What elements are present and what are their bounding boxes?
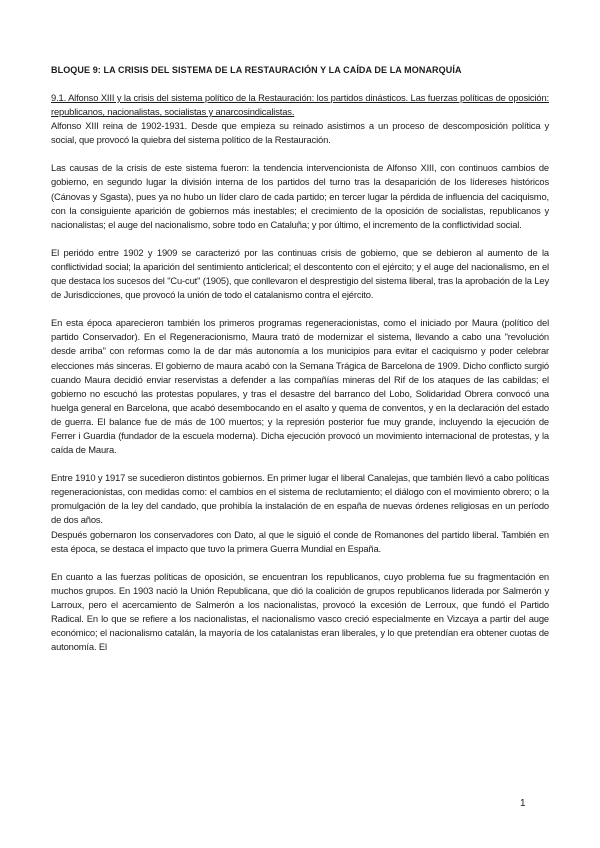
paragraph-maura: En esta época aparecieron también los primeros programas regeneracionistas, como el iniciado por Maura (político del partido Conservador). En el Regeneracionismo, Maura trató de modernizar el sistema, llevando a cabo una "revolución desde arriba" con reformas como la de dar más autonomía a los municipios para evitar el caciquismo y poder celebrar elecciones más sinceras. El gobierno de maura acabó con la Semana Trágica de Barcelona de 1909. Dicho conflicto surgió cuando Maura decidió enviar reservistas a defender a las compañías mineras del Rif de los ataques de las cabildas; el gobierno no escuchó las protestas populares, y tras el desastre del barranco del Lobo, Solidaridad Obrera convocó una huelga general en Barcelona, que acabó desembocando en el asalto y quema de conventos, y en la declaración del estado de guerra. El balance fue de más de 100 muertos; y la represión posterior fue muy grande, incluyendo la ejecución de Ferrer i Guardia (fundador de la escuela moderna). Dicha ejecución provocó un movimiento internacional de protestas, y la caída de Maura. xyxy=(51,317,549,456)
bloque-title: BLOQUE 9: LA CRISIS DEL SISTEMA DE LA RESTAURACIÓN Y LA CAÍDA DE LA MONARQUÍA xyxy=(51,65,462,75)
paragraph-opposition: En cuanto a las fuerzas políticas de oposición, se encuentran los republicanos, cuyo problema fue su fragmentación en muchos grupos. En 1903 nació la Unión Republicana, que dió la coalición de grupos republicanos liderada por Salmerón y Larroux, pero el acercamiento de Salmerón a los nacionalistas, provocó la excesión de Lerroux, que fundó el Partido Radical. En lo que se refiere a los nacionalistas, el nacionalismo vasco creció especialmente en Vizcaya a partir del auge económico; el nacionalismo catalán, la mayoría de los catalanistas eran liberales, y lo que pretendían era obtener cuotas de autonomía. El xyxy=(51,570,549,653)
page-number: 1 xyxy=(520,798,526,809)
paragraph-intro: Alfonso XIII reina de 1902-1931. Desde que empieza su reinado asistimos a un proceso de descomposición política y social, que provocó la quiebra del sistema político de la Restauración. xyxy=(51,120,549,146)
paragraph-causes: Las causas de la crisis de este sistema fueron: la tendencia intervencionista de Alfonso XIII, con continuos cambios de gobierno, en segundo lugar la división interna de los partidos del turno tras la desaparición de los lídereses históricos (Cánovas y Sgasta), pues ya no hubo un líder claro de cada partido; en tercer lugar la pérdida de influencia del caciquismo, con la consiguiente aparición de gobiernos más inestables; el crecimiento de la oposición de socialistas, republicanos y nacionalistas; el auge del nacionalismo, sobre todo en Cataluña; y por último, el incremento de la conflictividad social. xyxy=(51,162,549,230)
section-heading: 9.1. Alfonso XIII y la crisis del sistema político de la Restauración: los partidos dinásticos. Las fuerzas políticas de oposición: republicanos, nacionalistas, socialistas y anarcosindicalistas. xyxy=(51,92,549,118)
paragraph-1910-1917: Entre 1910 y 1917 se sucedieron distintos gobiernos. En primer lugar el liberal Canalejas, que también llevó a cabo políticas regeneracionistas, con medidas como: el cambios en el sistema de reclutamiento; el diálogo con el movimiento obrero; o la promulgación de la ley del candado, que prohibía la instalación de en españa de nuevas órdenes religiosas en un período de dos años. xyxy=(51,472,549,526)
paragraph-1902-1909: El periódo entre 1902 y 1909 se caracterizó por las continuas crisis de gobierno, que se debieron al aumento de la conflictividad social; la aparición del sentimiento anticlerical; el descontento con el ejército; y el auge del nacionalismo, en el que destaca los sucesos del "Cu-cut" (1905), que conllevaron el desprestigio del sistema liberal, tras la aprobación de la Ley de Jurisdicciones, que provocó la unión de todo el catalanismo contra el ejército. xyxy=(51,246,549,301)
paragraph-dato: Después gobernaron los conservadores con Dato, al que le siguió el conde de Romanones del partido liberal. También en esta época, se destaca el impacto que tuvo la primera Guerra Mundial en España. xyxy=(51,528,549,554)
document-body xyxy=(51,64,549,654)
